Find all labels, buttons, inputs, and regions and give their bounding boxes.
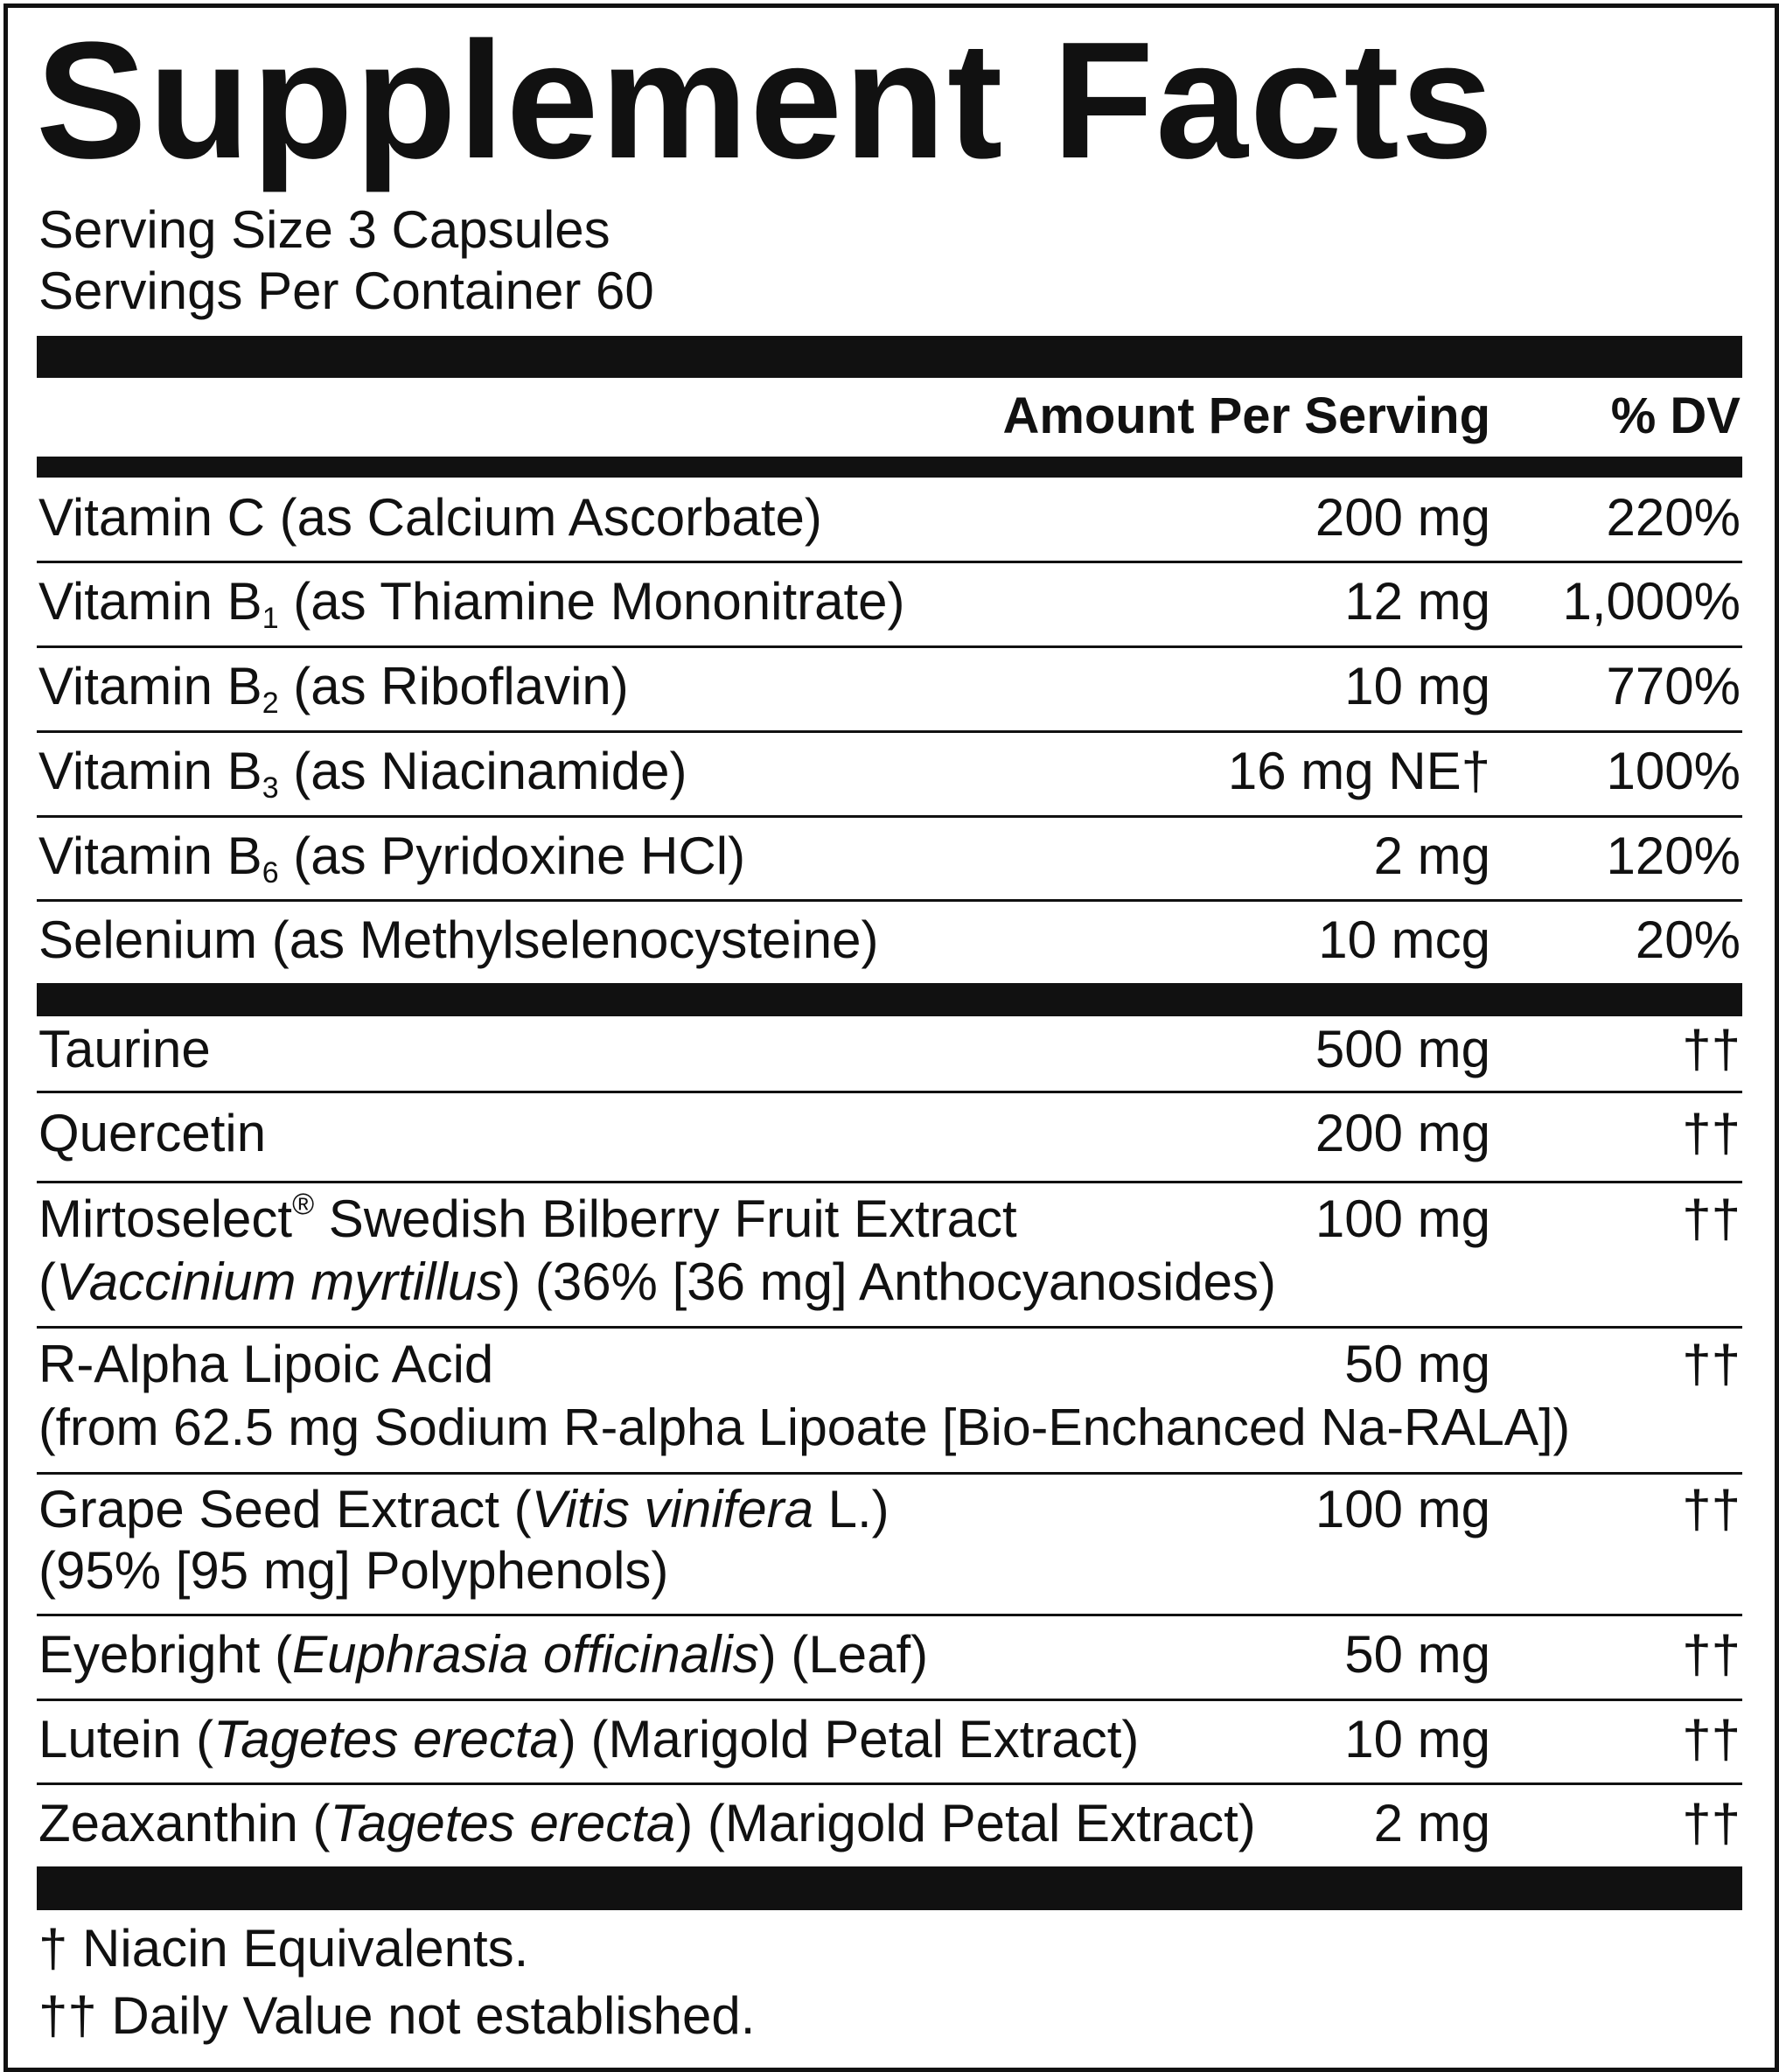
nutrient-amount: 12 mg [1344,572,1490,631]
ingredient-detail: (Vaccinium myrtillus) (36% [36 mg] Anthocyanosides) [38,1252,1276,1311]
ingredient-detail: (95% [95 mg] Polyphenols) [38,1541,669,1600]
footnote-niacin: † Niacin Equivalents. [38,1919,529,1978]
header-amount: Amount Per Serving [1002,387,1490,444]
nutrient-amount: 200 mg [1315,488,1490,547]
row-divider [37,1614,1742,1616]
ingredient-amount: 50 mg [1344,1335,1490,1393]
ingredient-dv: †† [1682,1794,1741,1852]
row-divider [37,1782,1742,1785]
ingredient-amount: 100 mg [1315,1480,1490,1538]
row-divider [37,730,1742,733]
nutrient-name: Vitamin $B_1$ (as Thiamine Mononitrate) [38,572,905,635]
nutrient-dv: 100% [1606,742,1741,800]
ingredient-amount: 100 mg [1315,1189,1490,1248]
ingredient-dv: †† [1682,1335,1741,1393]
ingredient-name: Grape Seed Extract (Vitis vinifera L.) [38,1480,890,1538]
ingredient-amount: 500 mg [1315,1020,1490,1078]
ingredient-amount: 2 mg [1373,1794,1490,1852]
servings-per-container: Servings Per Container 60 [38,262,654,320]
nutrient-amount: 10 mg [1344,657,1490,715]
ingredient-name: Lutein (Tagetes erecta) (Marigold Petal Extract) [38,1710,1140,1769]
nutrient-amount: 2 mg [1373,827,1490,885]
row-divider [37,561,1742,563]
nutrient-amount: 10 mcg [1318,910,1490,969]
nutrient-dv: 770% [1606,657,1741,715]
ingredient-amount: 50 mg [1344,1625,1490,1684]
thick-divider-top [37,336,1742,378]
ingredient-dv: †† [1682,1710,1741,1769]
ingredient-dv: †† [1682,1480,1741,1538]
row-divider [37,1472,1742,1475]
nutrient-name: Selenium (as Methylselenocysteine) [38,910,879,969]
row-divider [37,1181,1742,1183]
nutrient-dv: 120% [1606,827,1741,885]
nutrient-amount: 16 mg NE† [1227,742,1490,800]
ingredient-name: Zeaxanthin (Tagetes erecta) (Marigold Petal Extract) [38,1794,1256,1852]
ingredient-dv: †† [1682,1189,1741,1248]
row-divider [37,1091,1742,1093]
nutrient-dv: 1,000% [1562,572,1741,631]
row-divider [37,1326,1742,1329]
ingredient-amount: 200 mg [1315,1104,1490,1162]
serving-size: Serving Size 3 Capsules [38,200,610,259]
ingredient-name: Eyebright (Euphrasia officinalis) (Leaf) [38,1625,929,1684]
ingredient-amount: 10 mg [1344,1710,1490,1769]
nutrient-name: Vitamin C (as Calcium Ascorbate) [38,488,822,547]
panel-title: Supplement Facts [36,8,1496,193]
footnote-dv: †† Daily Value not established. [38,1986,756,2045]
ingredient-dv: †† [1682,1104,1741,1162]
row-divider [37,815,1742,818]
row-divider [37,1699,1742,1701]
thick-divider-bottom [37,1866,1742,1910]
ingredient-name: R-Alpha Lipoic Acid [38,1335,494,1393]
row-divider [37,645,1742,648]
ingredient-dv: †† [1682,1020,1741,1078]
ingredient-detail: (from 62.5 mg Sodium R-alpha Lipoate [Bio-Enchanced Na-RALA]) [38,1399,1571,1456]
thick-divider-middle [37,983,1742,1016]
nutrient-name: Vitamin $B_2$ (as Riboflavin) [38,657,629,720]
ingredient-name: Mirtoselect® Swedish Bilberry Fruit Extract [38,1188,1017,1248]
row-divider [37,899,1742,902]
nutrient-dv: 20% [1635,910,1741,969]
ingredient-dv: †† [1682,1625,1741,1684]
ingredient-name: Taurine [38,1020,211,1078]
header-dv: % DV [1610,387,1741,444]
nutrient-dv: 220% [1606,488,1741,547]
medium-divider-header [37,457,1742,478]
nutrient-name: Vitamin $B_6$ (as Pyridoxine HCl) [38,827,746,889]
nutrient-name: Vitamin $B_3$ (as Niacinamide) [38,742,687,805]
ingredient-name: Quercetin [38,1104,267,1162]
